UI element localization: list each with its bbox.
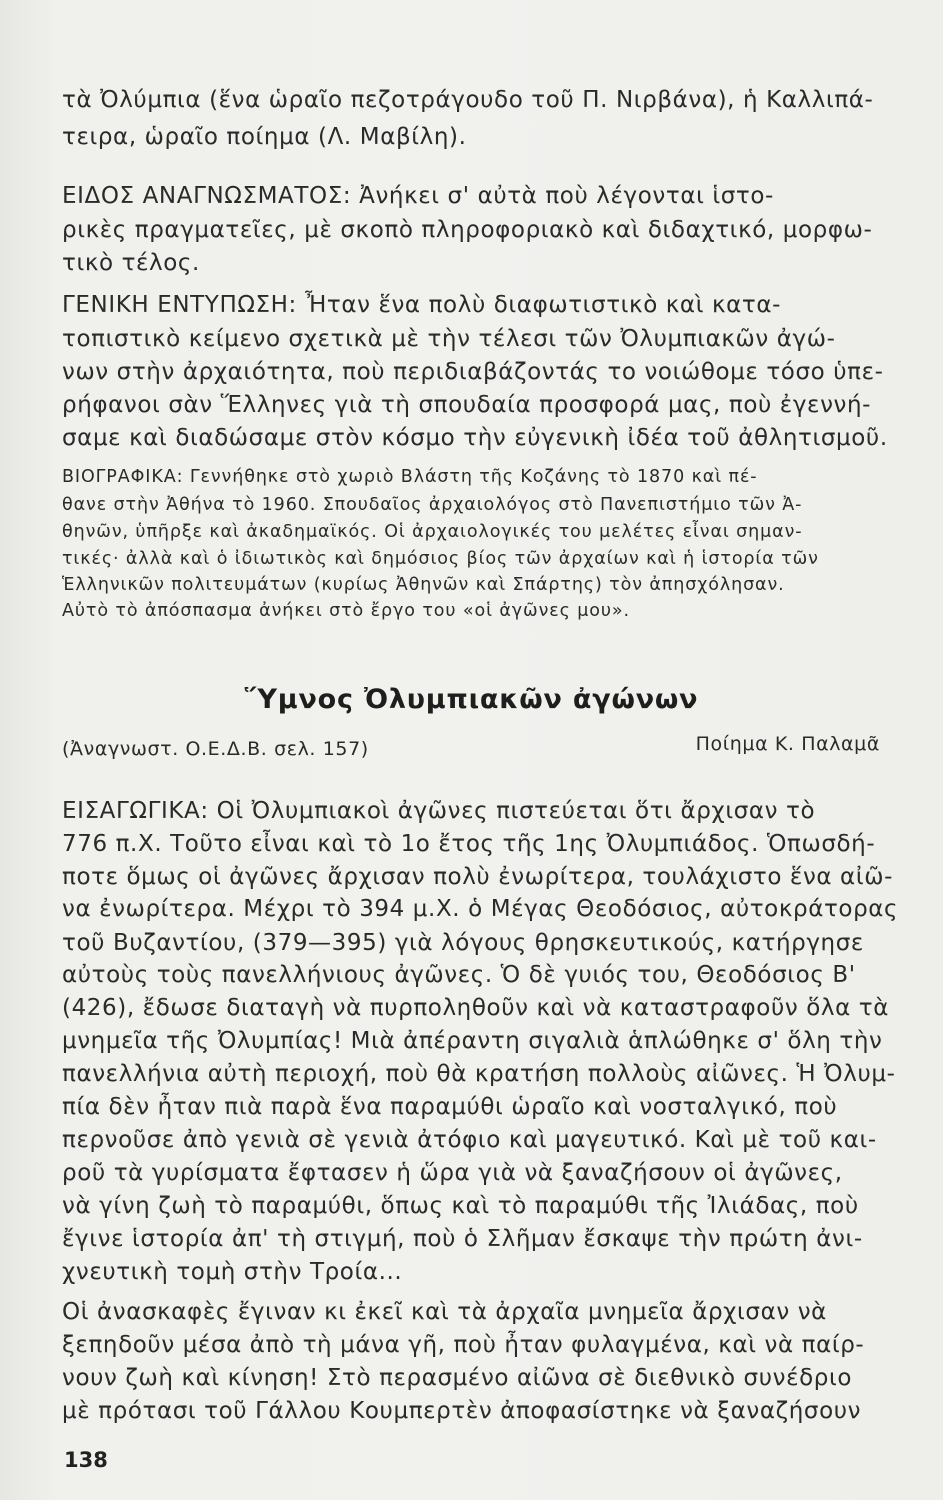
text-line: μνημεῖα τῆς Ὀλυμπίας! Μιὰ ἀπέραντη σιγαλιὰ ἁπλώθηκε σ' ὅλη τὴν bbox=[62, 1028, 883, 1054]
text-line: ποτε ὅμως οἱ ἀγῶνες ἄρχισαν πολὺ ἐνωρίτερα, τουλάχιστο ἕνα αἰῶ- bbox=[62, 864, 893, 890]
text-line: τοπιστικὸ κείμενο σχετικὰ μὲ τὴν τέλεσι τῶν Ὀλυμπιακῶν ἀγώ- bbox=[62, 326, 836, 352]
section-poet: Ποίημα Κ. Παλαμᾶ bbox=[695, 733, 880, 755]
text-line: Οἱ ἀνασκαφὲς ἔγιναν κι ἐκεῖ καὶ τὰ ἀρχαῖα μνημεῖα ἄρχισαν νὰ bbox=[62, 1299, 827, 1325]
text-line: πία δὲν ἦταν πιὰ παρὰ ἕνα παραμύθι ὡραῖο καὶ νοσταλγικό, ποὺ bbox=[62, 1094, 838, 1120]
text-line: αὐτοὺς τοὺς πανελλήνιους ἀγῶνες. Ὁ δὲ γυιός του, Θεοδόσιος Β' bbox=[62, 962, 856, 988]
text-line: ξεπηδοῦν μέσα ἀπὸ τὴ μάνα γῆ, ποὺ ἦταν φυλαγμένα, καὶ νὰ παίρ- bbox=[62, 1332, 865, 1358]
text-line: πανελλήνια αὐτὴ περιοχή, ποὺ θὰ κρατήση πολλοὺς αἰῶνες. Ἡ Ὀλυμ- bbox=[62, 1061, 896, 1087]
bio-line: θηνῶν, ὑπῆρξε καὶ ἀκαδημαϊκός. Οἱ ἀρχαιολογικές του μελέτες εἶναι σημαν- bbox=[62, 522, 803, 542]
text-line: τὰ Ὀλύμπια (ἕνα ὡραῖο πεζοτράγουδο τοῦ Π. Νιρβάνα), ἡ Καλλιπά- bbox=[62, 87, 874, 113]
bio-line: τικές· ἀλλὰ καὶ ὁ ἰδιωτικὸς καὶ δημόσιος βίος τῶν ἀρχαίων καὶ ἡ ἱστορία τῶν bbox=[62, 549, 819, 569]
text-line: ρήφανοι σὰν Ἕλληνες γιὰ τὴ σπουδαία προσφορά μας, ποὺ ἐγεννή- bbox=[62, 392, 872, 418]
bio-line: Αὐτὸ τὸ ἀπόσπασμα ἀνήκει στὸ ἔργο του «οἱ ἀγῶνες μου». bbox=[62, 601, 631, 621]
bio-line: ΒΙΟΓΡΑΦΙΚΑ: Γεννήθηκε στὸ χωριὸ Βλάστη τῆς Κοζάνης τὸ 1870 καὶ πέ- bbox=[62, 467, 758, 487]
text-line: νὰ γίνη ζωὴ τὸ παραμύθι, ὅπως καὶ τὸ παραμύθι τῆς Ἰλιάδας, ποὺ bbox=[62, 1193, 859, 1219]
bio-line: Ἑλληνικῶν πολιτευμάτων (κυρίως Ἀθηνῶν καὶ Σπάρτης) τὸν ἀπησχόλησαν. bbox=[62, 575, 785, 595]
section-title: Ὕμνος Ὀλυμπιακῶν ἀγώνων bbox=[244, 684, 699, 715]
text-line: 776 π.Χ. Τοῦτο εἶναι καὶ τὸ 1ο ἔτος τῆς 1ης Ὀλυμπιάδος. Ὁπωσδή- bbox=[62, 831, 876, 857]
text-line: περνοῦσε ἀπὸ γενιὰ σὲ γενιὰ ἀτόφιο καὶ μαγευτικό. Καὶ μὲ τοῦ και- bbox=[62, 1127, 877, 1153]
text-line: ροῦ τὰ γυρίσματα ἔφτασεν ἡ ὥρα γιὰ νὰ ξαναζήσουν οἱ ἀγῶνες, bbox=[62, 1160, 843, 1186]
text-line: χνευτικὴ τομὴ στὴν Τροία... bbox=[62, 1259, 403, 1285]
text-line: ἔγινε ἱστορία ἀπ' τὴ στιγμή, ποὺ ὁ Σλῆμαν ἔσκαψε τὴν πρώτη ἀνι- bbox=[62, 1226, 863, 1252]
text-line: ΕΙΔΟΣ ΑΝΑΓΝΩΣΜΑΤΟΣ: Ἀνήκει σ' αὐτὰ ποὺ λέγονται ἱστο- bbox=[62, 183, 774, 209]
text-line: ρικὲς πραγματεῖες, μὲ σκοπὸ πληροφοριακὸ καὶ διδαχτικό, μορφω- bbox=[62, 217, 873, 243]
section-source: (Ἀναγνωστ. Ο.Ε.Δ.Β. σελ. 157) bbox=[62, 738, 369, 760]
text-line: τικὸ τέλος. bbox=[62, 250, 200, 276]
text-line: να ἐνωρίτερα. Μέχρι τὸ 394 μ.Χ. ὁ Μέγας Θεοδόσιος, αὐτοκράτορας bbox=[62, 896, 899, 922]
text-line: νων στὴν ἀρχαιότητα, ποὺ περιδιαβάζοντάς το νοιώθομε τόσο ὑπε- bbox=[62, 359, 884, 385]
text-line: τοῦ Βυζαντίου, (379—395) γιὰ λόγους θρησκευτικούς, κατήργησε bbox=[62, 930, 864, 956]
bio-line: θανε στὴν Ἀθήνα τὸ 1960. Σπουδαῖος ἀρχαιολόγος στὸ Πανεπιστήμιο τῶν Ἀ- bbox=[62, 495, 803, 515]
text-line: (426), ἔδωσε διαταγὴ νὰ πυρποληθοῦν καὶ νὰ καταστραφοῦν ὅλα τὰ bbox=[62, 995, 889, 1021]
page-number: 138 bbox=[64, 1448, 108, 1472]
text-line: ΓΕΝΙΚΗ ΕΝΤΥΠΩΣΗ: Ἦταν ἕνα πολὺ διαφωτιστικὸ καὶ κατα- bbox=[62, 292, 782, 318]
text-line: σαμε καὶ διαδώσαμε στὸν κόσμο τὴν εὐγενικὴ ἰδέα τοῦ ἀθλητισμοῦ. bbox=[62, 425, 888, 451]
text-line: ΕΙΣΑΓΩΓΙΚΑ: Οἱ Ὀλυμπιακοὶ ἀγῶνες πιστεύεται ὅτι ἄρχισαν τὸ bbox=[62, 798, 816, 824]
text-line: μὲ πρότασι τοῦ Γάλλου Κουμπερτὲν ἀποφασίστηκε νὰ ξαναζήσουν bbox=[62, 1398, 862, 1424]
text-line: νουν ζωὴ καὶ κίνηση! Στὸ περασμένο αἰῶνα σὲ διεθνικὸ συνέδριο bbox=[62, 1365, 853, 1391]
text-line: τειρα, ὡραῖο ποίημα (Λ. Μαβίλη). bbox=[62, 124, 467, 150]
